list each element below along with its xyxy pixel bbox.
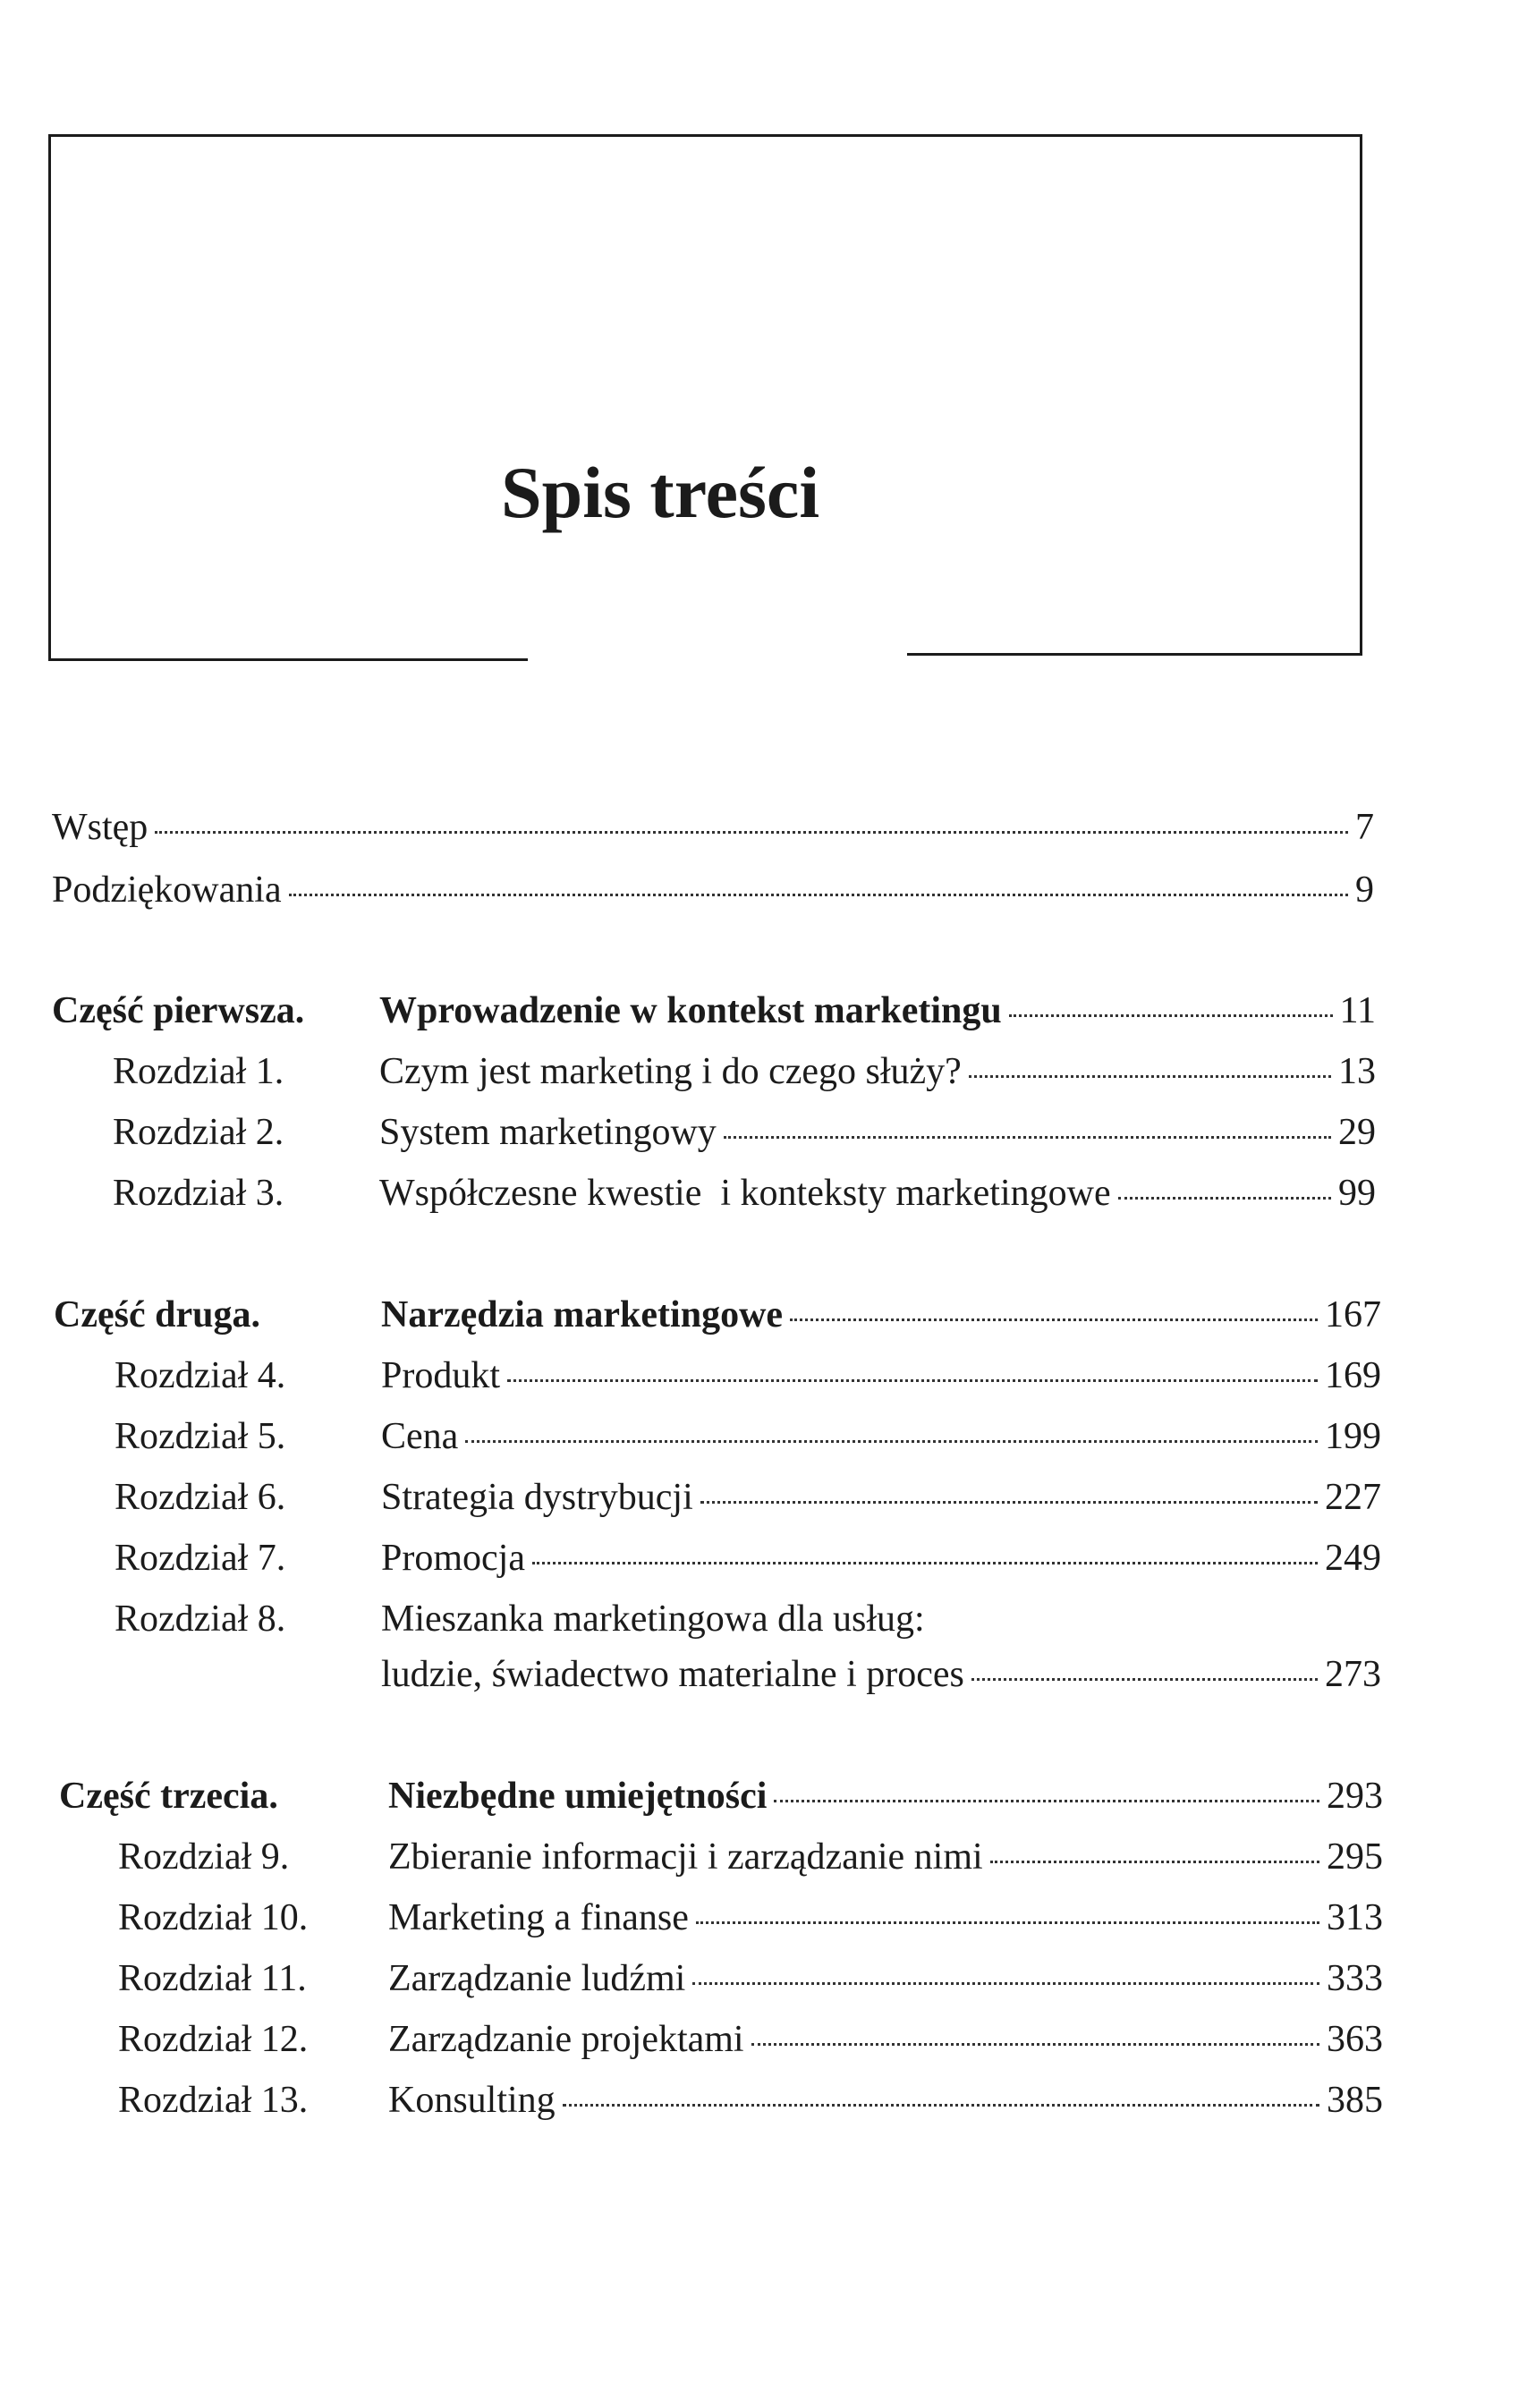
chapter-title: Promocja bbox=[381, 1538, 525, 1579]
part-title: Wprowadzenie w kontekst marketingu bbox=[379, 990, 1002, 1031]
chapter-title: Zbieranie informacji i zarządzanie nimi bbox=[388, 1836, 983, 1878]
toc-chapter-2[interactable] bbox=[113, 1104, 1376, 1161]
dot-leader bbox=[289, 894, 1348, 896]
chapter-label: Rozdział 9. bbox=[118, 1836, 290, 1878]
page-number: 11 bbox=[1339, 990, 1376, 1031]
part-label: Część trzecia. bbox=[59, 1776, 278, 1817]
chapter-title: Zarządzanie ludźmi bbox=[388, 1958, 686, 1999]
page-number: 9 bbox=[1355, 869, 1374, 911]
toc-entry-line bbox=[381, 1347, 1381, 1404]
page-number: 293 bbox=[1327, 1776, 1383, 1817]
toc-entry-line bbox=[388, 1950, 1383, 2007]
chapter-title-line-1: Mieszanka marketingowa dla usług: bbox=[381, 1598, 925, 1640]
toc-chapter-13[interactable] bbox=[118, 2072, 1383, 2129]
chapter-label: Rozdział 2. bbox=[113, 1112, 284, 1153]
chapter-title: Produkt bbox=[381, 1355, 501, 1396]
toc-entry-line bbox=[388, 2011, 1383, 2068]
dot-leader bbox=[155, 831, 1348, 834]
toc-chapter-8[interactable] bbox=[115, 1590, 1381, 1648]
dot-leader bbox=[532, 1562, 1318, 1564]
toc-entry-line bbox=[379, 1104, 1376, 1161]
chapter-title: ludzie, świadectwo materialne i proces bbox=[381, 1654, 964, 1695]
toc-entry-line bbox=[381, 1408, 1381, 1465]
page-number: 99 bbox=[1338, 1173, 1376, 1214]
chapter-title: Konsulting bbox=[388, 2080, 556, 2121]
part-title: Narzędzia marketingowe bbox=[381, 1294, 784, 1335]
toc-part-3[interactable] bbox=[59, 1768, 1383, 1825]
frame-bottom-left-rule bbox=[48, 658, 528, 661]
chapter-label: Rozdział 7. bbox=[115, 1538, 286, 1579]
page-number: 363 bbox=[1327, 2019, 1383, 2060]
chapter-title: Zarządzanie projektami bbox=[388, 2019, 744, 2060]
page-number: 169 bbox=[1325, 1355, 1381, 1396]
toc-entry-line bbox=[52, 861, 1374, 919]
entry-title: Wstęp bbox=[52, 807, 148, 848]
page-number: 13 bbox=[1338, 1051, 1376, 1092]
frame-bottom-right-rule bbox=[907, 653, 1362, 656]
toc-chapter-6[interactable] bbox=[115, 1469, 1381, 1526]
dot-leader bbox=[774, 1800, 1319, 1802]
chapter-label: Rozdział 4. bbox=[115, 1355, 286, 1396]
toc-entry-line bbox=[388, 1828, 1383, 1886]
toc-chapter-10[interactable] bbox=[118, 1889, 1383, 1946]
toc-chapter-5[interactable] bbox=[115, 1408, 1381, 1465]
chapter-label: Rozdział 1. bbox=[113, 1051, 284, 1092]
chapter-label: Rozdział 3. bbox=[113, 1173, 284, 1214]
toc-entry-line bbox=[379, 1043, 1376, 1100]
chapter-label: Rozdział 11. bbox=[118, 1958, 307, 1999]
toc-part-2[interactable] bbox=[54, 1286, 1381, 1344]
toc-chapter-3[interactable] bbox=[113, 1165, 1376, 1222]
toc-entry-line bbox=[381, 1286, 1381, 1344]
dot-leader bbox=[751, 2043, 1319, 2046]
chapter-label: Rozdział 10. bbox=[118, 1897, 309, 1938]
page-number: 29 bbox=[1338, 1112, 1376, 1153]
toc-chapter-9[interactable] bbox=[118, 1828, 1383, 1886]
toc-entry-line bbox=[381, 1530, 1381, 1587]
chapter-label: Rozdział 13. bbox=[118, 2080, 309, 2121]
entry-title: Podziękowania bbox=[52, 869, 282, 911]
page-title: Spis treści bbox=[501, 452, 820, 533]
page-number: 227 bbox=[1325, 1477, 1381, 1518]
title-frame bbox=[48, 134, 1363, 660]
toc-chapter-7[interactable] bbox=[115, 1530, 1381, 1587]
frame-left-border bbox=[48, 134, 51, 660]
frame-top-border bbox=[48, 134, 1360, 137]
toc-chapter-4[interactable] bbox=[115, 1347, 1381, 1404]
chapter-title: Czym jest marketing i do czego służy? bbox=[379, 1051, 962, 1092]
dot-leader bbox=[563, 2104, 1319, 2107]
part-title: Niezbędne umiejętności bbox=[388, 1776, 768, 1817]
toc-entry-line bbox=[388, 2072, 1383, 2129]
toc-part-1[interactable] bbox=[52, 982, 1376, 1039]
dot-leader bbox=[696, 1921, 1319, 1924]
toc-chapter-8-continued[interactable] bbox=[115, 1646, 1381, 1703]
dot-leader bbox=[465, 1440, 1318, 1443]
dot-leader bbox=[507, 1379, 1318, 1382]
chapter-title: System marketingowy bbox=[379, 1112, 717, 1153]
toc-entry-acknowledgements[interactable] bbox=[52, 861, 1374, 919]
dot-leader bbox=[971, 1678, 1318, 1681]
chapter-title: Współczesne kwestie i konteksty marketingowe bbox=[379, 1173, 1111, 1214]
page-number: 273 bbox=[1325, 1654, 1381, 1695]
toc-entry-intro[interactable] bbox=[52, 799, 1374, 856]
chapter-title: Marketing a finanse bbox=[388, 1897, 689, 1938]
chapter-label: Rozdział 6. bbox=[115, 1477, 286, 1518]
toc-entry-line bbox=[381, 1646, 1381, 1703]
toc-chapter-12[interactable] bbox=[118, 2011, 1383, 2068]
part-label: Część pierwsza. bbox=[52, 990, 305, 1031]
toc-entry-line bbox=[388, 1889, 1383, 1946]
chapter-title: Cena bbox=[381, 1416, 459, 1457]
toc-entry-line bbox=[379, 1165, 1376, 1222]
chapter-title: Strategia dystrybucji bbox=[381, 1477, 693, 1518]
page-number: 167 bbox=[1325, 1294, 1381, 1335]
dot-leader bbox=[1009, 1014, 1333, 1017]
dot-leader bbox=[990, 1861, 1319, 1863]
toc-entry-line bbox=[388, 1768, 1383, 1825]
frame-right-border bbox=[1360, 134, 1362, 653]
toc-entry-line bbox=[379, 982, 1376, 1039]
dot-leader bbox=[790, 1318, 1318, 1321]
toc-entry-line bbox=[381, 1469, 1381, 1526]
dot-leader bbox=[700, 1501, 1318, 1504]
toc-chapter-11[interactable] bbox=[118, 1950, 1383, 2007]
dot-leader bbox=[692, 1982, 1319, 1985]
page-number: 7 bbox=[1355, 807, 1374, 848]
chapter-label: Rozdział 12. bbox=[118, 2019, 309, 2060]
dot-leader bbox=[724, 1136, 1331, 1139]
dot-leader bbox=[1118, 1197, 1331, 1200]
part-label: Część druga. bbox=[54, 1294, 260, 1335]
toc-entry-line bbox=[52, 799, 1374, 856]
chapter-label: Rozdział 5. bbox=[115, 1416, 286, 1457]
chapter-label: Rozdział 8. bbox=[115, 1598, 286, 1640]
toc-chapter-1[interactable] bbox=[113, 1043, 1376, 1100]
page-number: 385 bbox=[1327, 2080, 1383, 2121]
page-number: 199 bbox=[1325, 1416, 1381, 1457]
dot-leader bbox=[969, 1075, 1331, 1078]
page-number: 333 bbox=[1327, 1958, 1383, 1999]
page-number: 249 bbox=[1325, 1538, 1381, 1579]
page-number: 295 bbox=[1327, 1836, 1383, 1878]
page-number: 313 bbox=[1327, 1897, 1383, 1938]
